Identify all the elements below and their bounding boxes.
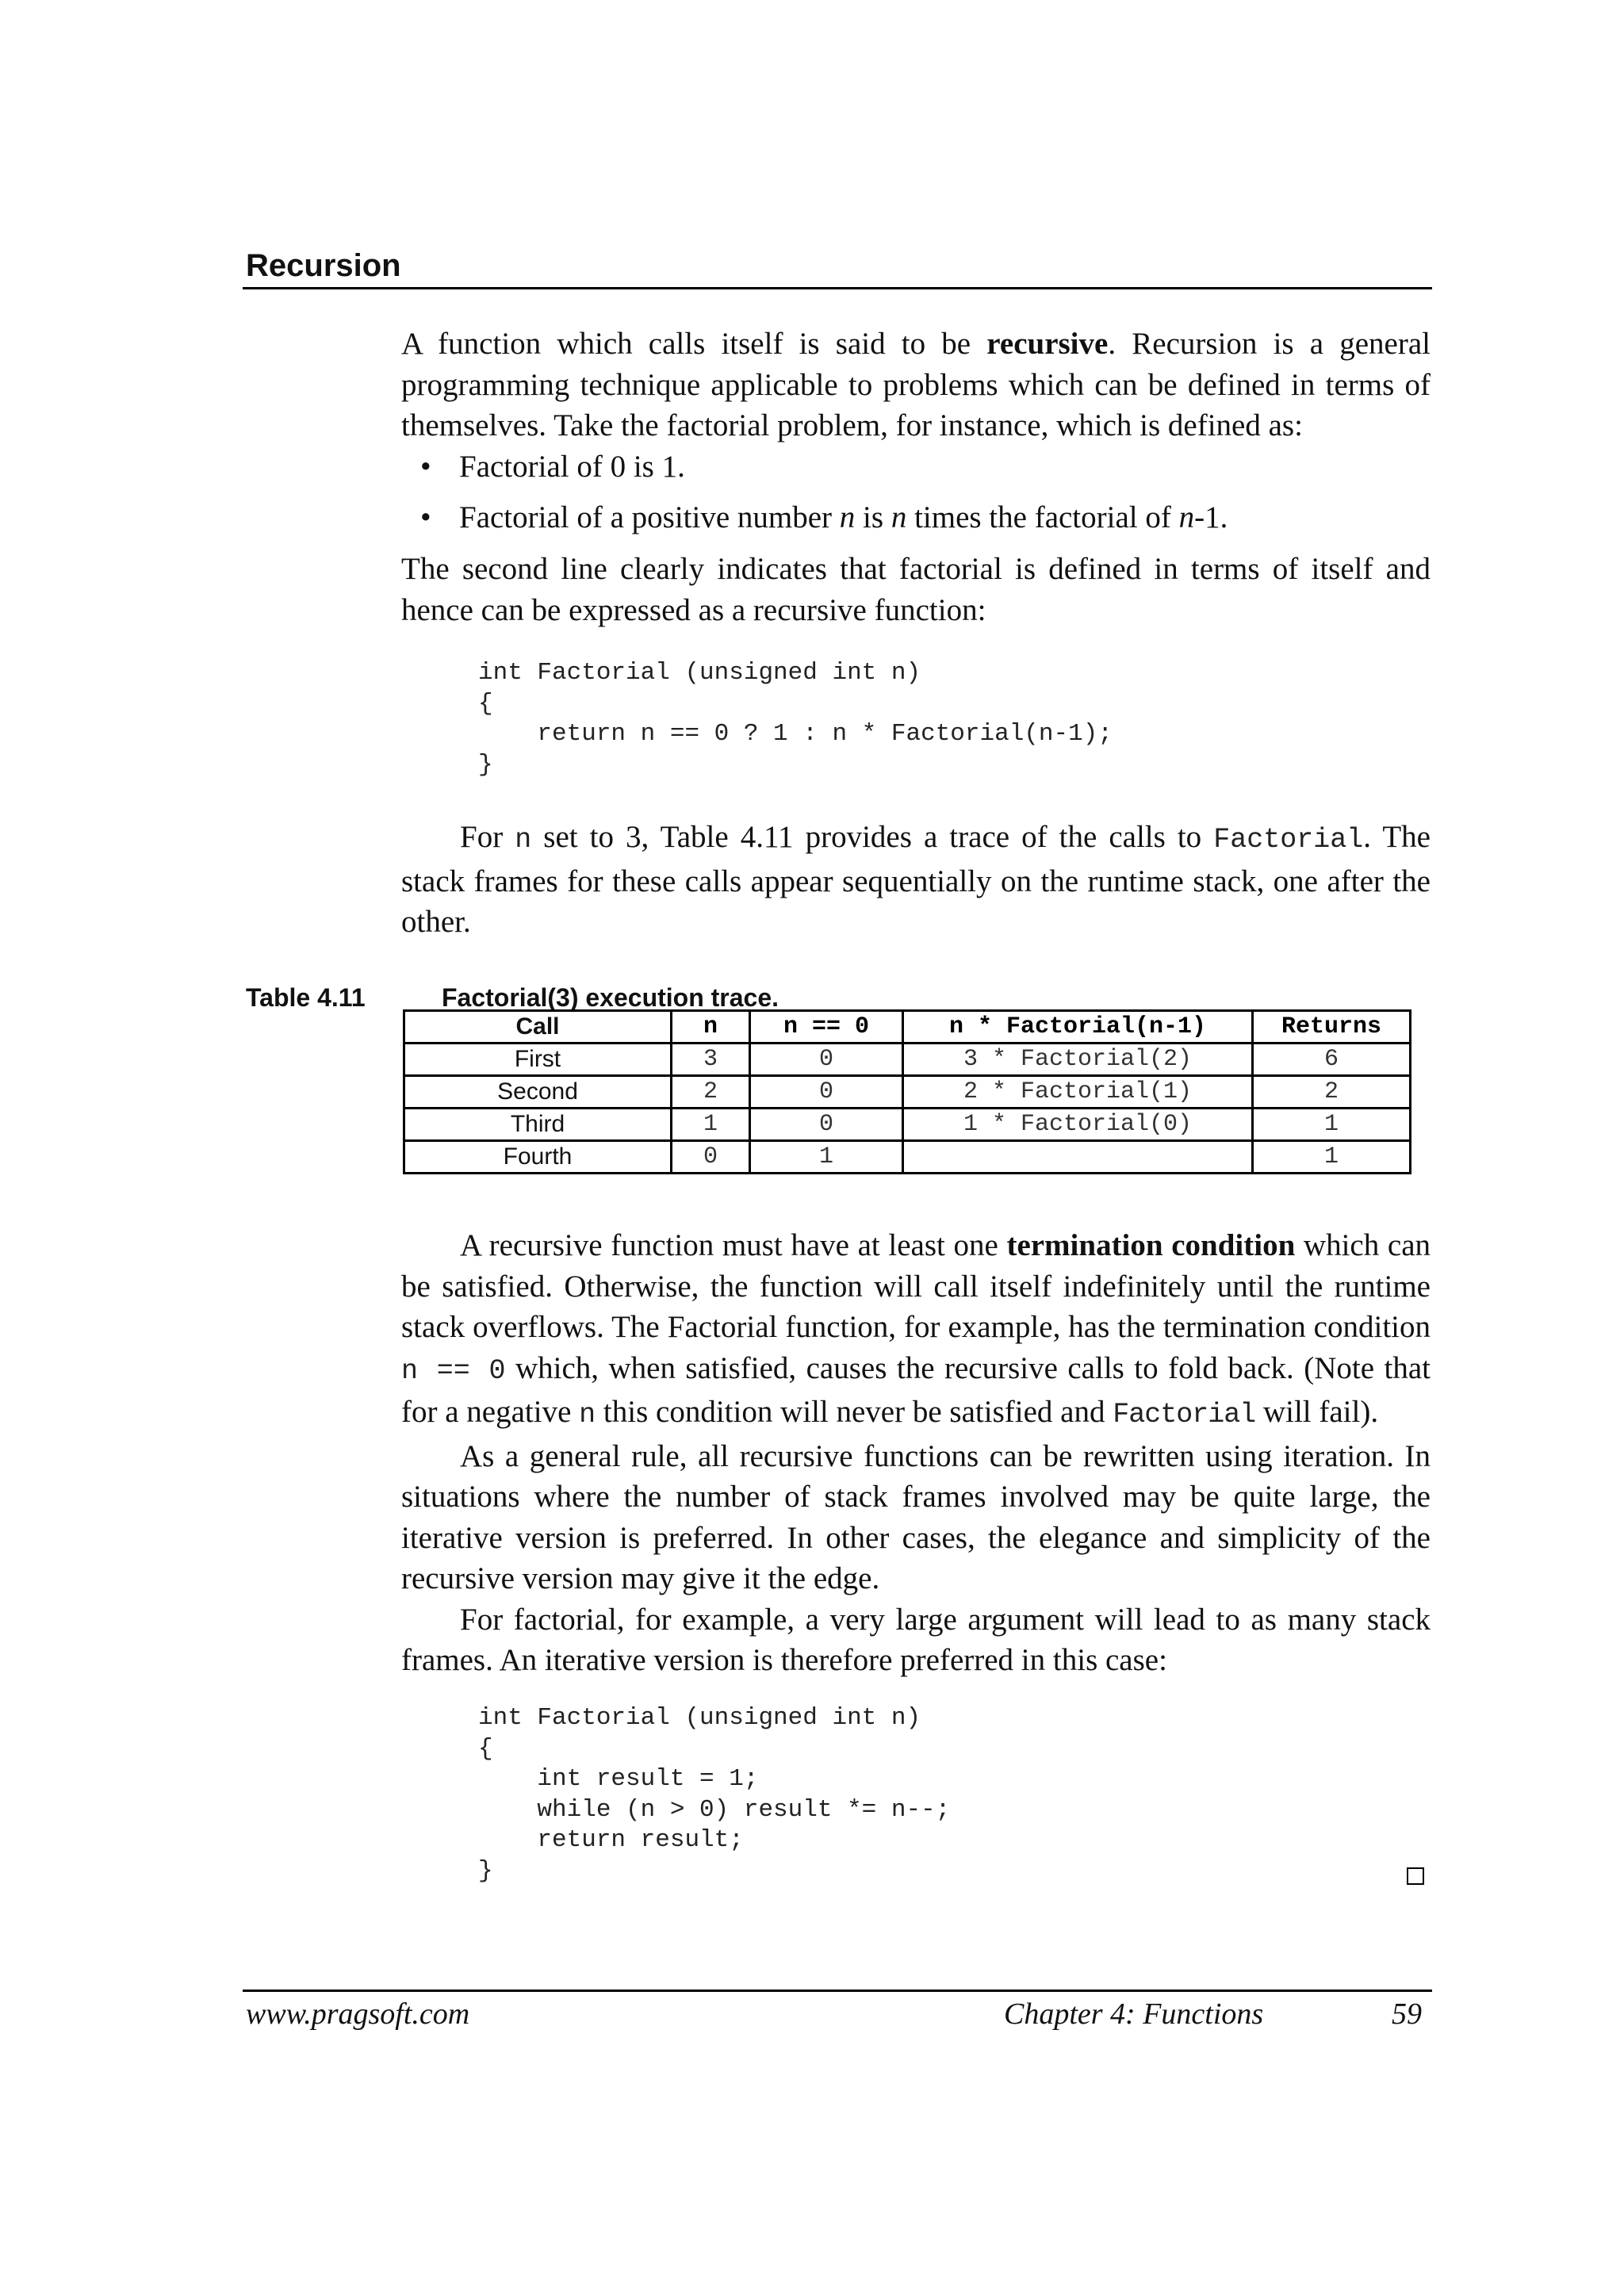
table-cell: Fourth [404,1141,672,1174]
header-returns: Returns [1253,1011,1411,1044]
bullet-text: Factorial of a positive number [459,500,840,534]
var-n: n [891,500,907,534]
bullet-text: -1. [1194,500,1228,534]
header-n-equals-zero: n == 0 [750,1011,903,1044]
inline-code-condition: n == 0 [401,1354,506,1387]
paragraph-text: this condition will never be satisfied and [596,1395,1113,1429]
table-row [404,1044,1411,1076]
var-n: n [839,500,856,534]
term-termination-condition: termination condition [1006,1228,1296,1262]
footer-rule [243,1990,1432,1992]
table-row [404,1076,1411,1109]
page-number: 59 [1392,1997,1422,2031]
bullet-icon: • [420,500,431,534]
table-label: Table 4.11 [246,983,366,1012]
paragraph-3 [401,817,1431,943]
bullet-text: Factorial of 0 is 1. [459,450,685,484]
header-call: Call [404,1011,672,1044]
code-block-recursive: int Factorial (unsigned int n) { return n == 0 ? 1 : n * Factorial(n-1); } [478,659,1113,779]
table-cell: 6 [1253,1044,1411,1076]
inline-code-factorial: Factorial [1213,824,1364,856]
paragraph-text: set to 3, Table 4.11 provides a trace of the calls to [531,820,1214,854]
code-block-iterative: int Factorial (unsigned int n) { int result = 1; while (n > 0) result *= n--; return result; } [478,1704,951,1885]
table-cell: 0 [750,1109,903,1141]
var-n: n [1178,500,1195,534]
trace-table [403,1009,1411,1174]
paragraph-6: For factorial, for example, a very large argument will lead to as many stack frames. An iterative version is therefore preferred in this case: [401,1602,1431,1677]
intro-text: A function which calls itself is said to be [401,327,987,361]
table-cell [903,1141,1253,1174]
table-cell: First [404,1044,672,1076]
paragraph-text: A recursive function must have at least one [460,1228,1007,1262]
paragraph-text: which can be satisfied. Otherwise, the function will call itself indefinitely until the runtime stack overflows. The Factorial function, for example, has the termination condition [401,1228,1431,1344]
table-cell: 1 [1253,1141,1411,1174]
heading-rule [243,287,1432,289]
table-cell: 2 * Factorial(1) [903,1076,1253,1109]
end-of-section-box-icon [1407,1867,1424,1885]
paragraph-text: will fail). [1255,1395,1379,1429]
paragraph-text: For [460,820,515,854]
definition-list [401,446,1431,538]
bullet-text: times the factorial of [906,500,1179,534]
paragraph-4 [401,1225,1431,1681]
table-cell: 2 [1253,1076,1411,1109]
list-item [401,446,1431,487]
paragraph-text: which, when satisfied, causes the recursive calls to fold back. (Note that for a negative [401,1350,1431,1429]
table-cell: 0 [750,1044,903,1076]
table-cell: Second [404,1076,672,1109]
intro-paragraph [401,324,1431,446]
table-header-row [404,1011,1411,1044]
table-cell: 3 * Factorial(2) [903,1044,1253,1076]
table-cell: 1 * Factorial(0) [903,1109,1253,1141]
paragraph-text: The second line clearly indicates that factorial is defined in terms of itself and hence can be expressed as a recursive function: [401,552,1431,627]
bullet-icon: • [420,450,431,484]
footer-website: www.pragsoft.com [246,1997,470,2031]
footer-chapter: Chapter 4: Functions [1004,1997,1264,2031]
table-cell: 0 [672,1141,750,1174]
table-cell: 2 [672,1076,750,1109]
inline-code-n: n [515,824,532,856]
header-n-times-factorial: n * Factorial(n-1) [903,1011,1253,1044]
table-row [404,1141,1411,1174]
table-cell: 3 [672,1044,750,1076]
paragraph-2 [401,549,1431,630]
intro-text-cont: . Recursion is a general programming technique applicable to problems which can be defined in terms of themselves. Take the factorial problem, for instance, which is defined as: [401,327,1431,442]
paragraph-text: . The stack frames for these calls appear sequentially on the runtime stack, one after the other. [401,820,1431,939]
table-caption: Factorial(3) execution trace. [442,983,779,1012]
inline-code-factorial: Factorial [1113,1399,1256,1430]
paragraph-5: As a general rule, all recursive functions can be rewritten using iteration. In situations where the number of stack frames involved may be quite large, the iterative version is preferred. In other cases, the elegance and simplicity of the recursive version may give it the edge. [401,1438,1431,1595]
header-n: n [672,1011,750,1044]
section-heading: Recursion [246,248,401,283]
term-recursive: recursive [986,327,1109,361]
table-cell: Third [404,1109,672,1141]
table-cell: 1 [672,1109,750,1141]
table-row [404,1109,1411,1141]
table-cell: 1 [1253,1109,1411,1141]
table-cell: 0 [750,1076,903,1109]
table-cell: 1 [750,1141,903,1174]
list-item [401,497,1431,538]
bullet-text: is [855,500,891,534]
inline-code-n: n [579,1399,596,1430]
